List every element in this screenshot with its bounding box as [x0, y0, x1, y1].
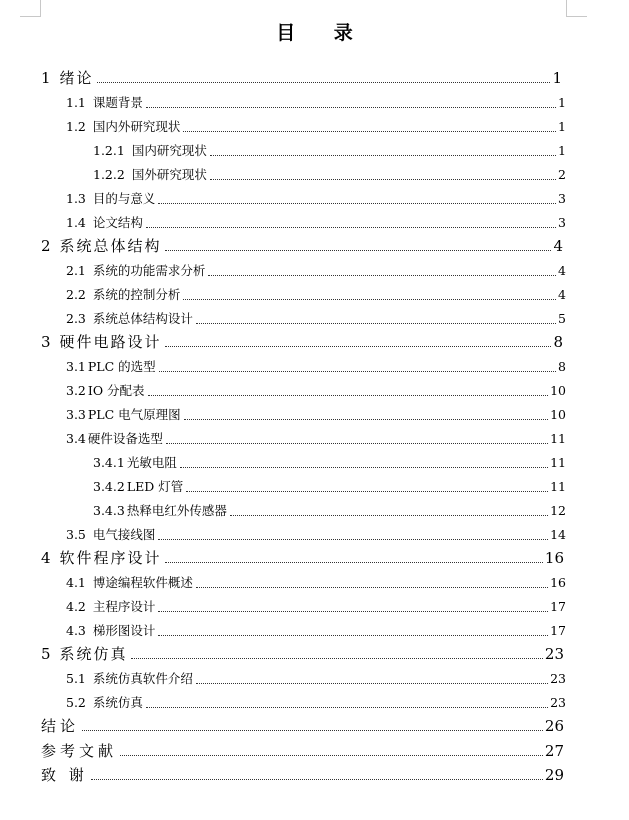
toc-entry-label: 系统仿真: [59, 645, 128, 663]
toc-entry-section[interactable]: [66, 308, 566, 328]
toc-entry-backmatter[interactable]: [41, 715, 564, 735]
toc-entry-page: 26: [544, 717, 564, 735]
toc-entry-label: 结论: [41, 717, 80, 735]
toc-entry-label: 主程序设计: [92, 599, 156, 614]
toc-entry-label: 热释电红外传感器: [126, 503, 227, 518]
toc-entry-subsection[interactable]: [93, 476, 566, 496]
toc-entry-page: 16: [550, 575, 566, 590]
toc-entry-page: 1: [552, 69, 562, 87]
toc-entry-page: 11: [550, 455, 566, 470]
toc-entry-label: LED 灯管: [126, 479, 184, 494]
toc-leader-dots: [158, 203, 556, 204]
toc-entry-label: 硬件设备选型: [87, 431, 163, 446]
toc-entry-number: 1.2.1: [93, 143, 125, 158]
toc-leader-dots: [82, 730, 543, 731]
toc-entry-chapter[interactable]: [41, 331, 563, 351]
toc-entry-page: 16: [544, 549, 564, 567]
toc-entry-backmatter[interactable]: [41, 740, 564, 760]
toc-entry-page: 14: [550, 527, 566, 542]
toc-entry-label: 致 谢: [41, 766, 88, 784]
toc-leader-dots: [158, 635, 548, 636]
toc-leader-dots: [183, 299, 556, 300]
toc-entry-section[interactable]: [66, 428, 566, 448]
toc-leader-dots: [165, 250, 552, 251]
toc-leader-dots: [148, 395, 549, 396]
toc-entry-chapter[interactable]: [41, 235, 563, 255]
toc-entry-page: 4: [553, 237, 563, 255]
toc-entry-number: 1.3: [66, 191, 86, 206]
page-title: 目 录: [276, 22, 369, 44]
toc-leader-dots: [196, 323, 556, 324]
toc-entry-page: 8: [558, 359, 566, 374]
toc-entry-chapter[interactable]: [41, 547, 564, 567]
toc-entry-label: IO 分配表: [87, 383, 145, 398]
toc-leader-dots: [165, 346, 552, 347]
toc-entry-chapter[interactable]: [41, 643, 564, 663]
toc-leader-dots: [120, 755, 543, 756]
toc-entry-number: 3.1: [66, 359, 86, 374]
toc-entry-label: PLC 电气原理图: [87, 407, 181, 422]
toc-entry-label: 博途编程软件概述: [92, 575, 193, 590]
toc-leader-dots: [146, 107, 556, 108]
toc-entry-number: 3.4: [66, 431, 86, 446]
toc-entry-label: 系统总体结构设计: [92, 311, 193, 326]
toc-entry-page: 17: [550, 623, 566, 638]
toc-entry-number: 5.2: [66, 695, 86, 710]
toc-entry-label: 电气接线图: [92, 527, 156, 542]
toc-entry-section[interactable]: [66, 668, 566, 688]
toc-leader-dots: [180, 467, 548, 468]
toc-leader-dots: [210, 179, 556, 180]
toc-leader-dots: [208, 275, 556, 276]
toc-entry-label: 硬件电路设计: [59, 333, 162, 351]
toc-entry-page: 1: [558, 95, 566, 110]
toc-entry-page: 11: [550, 431, 566, 446]
toc-entry-page: 17: [550, 599, 566, 614]
toc-entry-number: 4: [41, 549, 53, 567]
toc-entry-page: 27: [544, 742, 564, 760]
toc-entry-label: 国内研究现状: [131, 143, 207, 158]
toc-entry-label: 系统的控制分析: [92, 287, 181, 302]
toc-entry-page: 5: [558, 311, 566, 326]
toc-entry-label: 系统仿真软件介绍: [92, 671, 193, 686]
toc-leader-dots: [183, 131, 556, 132]
toc-leader-dots: [210, 155, 556, 156]
toc-entry-page: 29: [544, 766, 564, 784]
toc-entry-subsection[interactable]: [93, 164, 566, 184]
toc-entry-number: 2: [41, 237, 53, 255]
toc-leader-dots: [146, 227, 556, 228]
toc-entry-number: 2.3: [66, 311, 86, 326]
toc-entry-number: 4.3: [66, 623, 86, 638]
toc-entry-section[interactable]: [66, 572, 566, 592]
toc-entry-number: 2.1: [66, 263, 86, 278]
toc-entry-label: 光敏电阻: [126, 455, 177, 470]
toc-entry-page: 3: [558, 191, 566, 206]
toc-entry-section[interactable]: [66, 620, 566, 640]
toc-entry-number: 4.2: [66, 599, 86, 614]
toc-entry-page: 4: [558, 287, 566, 302]
toc-entry-label: 论文结构: [92, 215, 143, 230]
toc-entry-label: PLC 的选型: [87, 359, 156, 374]
toc-entry-label: 系统的功能需求分析: [92, 263, 206, 278]
toc-leader-dots: [158, 611, 548, 612]
toc-entry-number: 1.4: [66, 215, 86, 230]
toc-entry-page: 2: [558, 167, 566, 182]
toc-entry-number: 3.3: [66, 407, 86, 422]
toc-entry-section[interactable]: [66, 356, 566, 376]
toc-entry-number: 3: [41, 333, 53, 351]
toc-entry-subsection[interactable]: [93, 452, 566, 472]
toc-leader-dots: [158, 539, 548, 540]
toc-entry-page: 1: [558, 143, 566, 158]
toc-entry-chapter[interactable]: [41, 67, 562, 87]
toc-leader-dots: [159, 371, 556, 372]
toc-entry-page: 23: [550, 695, 566, 710]
toc-entry-label: 国内外研究现状: [92, 119, 181, 134]
toc-entry-section[interactable]: [66, 116, 566, 136]
toc-entry-number: 3.2: [66, 383, 86, 398]
toc-entry-label: 绪论: [59, 69, 94, 87]
toc-entry-label: 软件程序设计: [59, 549, 162, 567]
toc-leader-dots: [166, 443, 548, 444]
toc-leader-dots: [196, 683, 548, 684]
toc-entry-number: 1.1: [66, 95, 86, 110]
toc-entry-number: 5: [41, 645, 53, 663]
toc-entry-section[interactable]: [66, 404, 566, 424]
toc-entry-number: 3.4.3: [93, 503, 125, 518]
toc-entry-section[interactable]: [66, 188, 566, 208]
toc-entry-number: 3.4.1: [93, 455, 125, 470]
toc-entry-page: 3: [558, 215, 566, 230]
toc-entry-page: 23: [550, 671, 566, 686]
toc-entry-number: 5.1: [66, 671, 86, 686]
toc-leader-dots: [186, 491, 548, 492]
toc-entry-page: 23: [544, 645, 564, 663]
toc-leader-dots: [184, 419, 548, 420]
toc-entry-label: 课题背景: [92, 95, 143, 110]
toc-leader-dots: [97, 82, 551, 83]
toc-entry-number: 1.2: [66, 119, 86, 134]
toc-entry-page: 11: [550, 479, 566, 494]
toc-leader-dots: [146, 707, 548, 708]
toc-entry-page: 10: [550, 407, 566, 422]
toc-entry-number: 3.5: [66, 527, 86, 542]
toc-entry-label: 目的与意义: [92, 191, 156, 206]
toc-entry-page: 8: [553, 333, 563, 351]
toc-entry-label: 参考文献: [41, 742, 118, 760]
toc-entry-label: 梯形图设计: [92, 623, 156, 638]
toc-entry-number: 2.2: [66, 287, 86, 302]
toc-entry-number: 1.2.2: [93, 167, 125, 182]
toc-entry-page: 10: [550, 383, 566, 398]
toc-entry-page: 12: [550, 503, 566, 518]
toc-leader-dots: [91, 779, 543, 780]
toc-leader-dots: [165, 562, 543, 563]
toc-entry-backmatter[interactable]: [41, 764, 564, 784]
toc-entry-label: 系统总体结构: [59, 237, 162, 255]
toc-leader-dots: [230, 515, 548, 516]
toc-leader-dots: [196, 587, 548, 588]
toc-entry-number: 1: [41, 69, 53, 87]
toc-entry-section[interactable]: [66, 92, 566, 112]
toc-entry-number: 3.4.2: [93, 479, 125, 494]
toc-entry-subsection[interactable]: [93, 500, 566, 520]
toc-entry-section[interactable]: [66, 596, 566, 616]
toc-entry-number: 4.1: [66, 575, 86, 590]
toc-entry-section[interactable]: [66, 380, 566, 400]
toc-entry-subsection[interactable]: [93, 140, 566, 160]
toc-entry-label: 系统仿真: [92, 695, 143, 710]
toc-entry-page: 1: [558, 119, 566, 134]
toc-entry-page: 4: [558, 263, 566, 278]
toc-leader-dots: [131, 658, 543, 659]
toc-entry-label: 国外研究现状: [131, 167, 207, 182]
toc-entry-section[interactable]: [66, 284, 566, 304]
toc-entry-section[interactable]: [66, 260, 566, 280]
toc-entry-section[interactable]: [66, 692, 566, 712]
toc-entry-section[interactable]: [66, 524, 566, 544]
toc-entry-section[interactable]: [66, 212, 566, 232]
